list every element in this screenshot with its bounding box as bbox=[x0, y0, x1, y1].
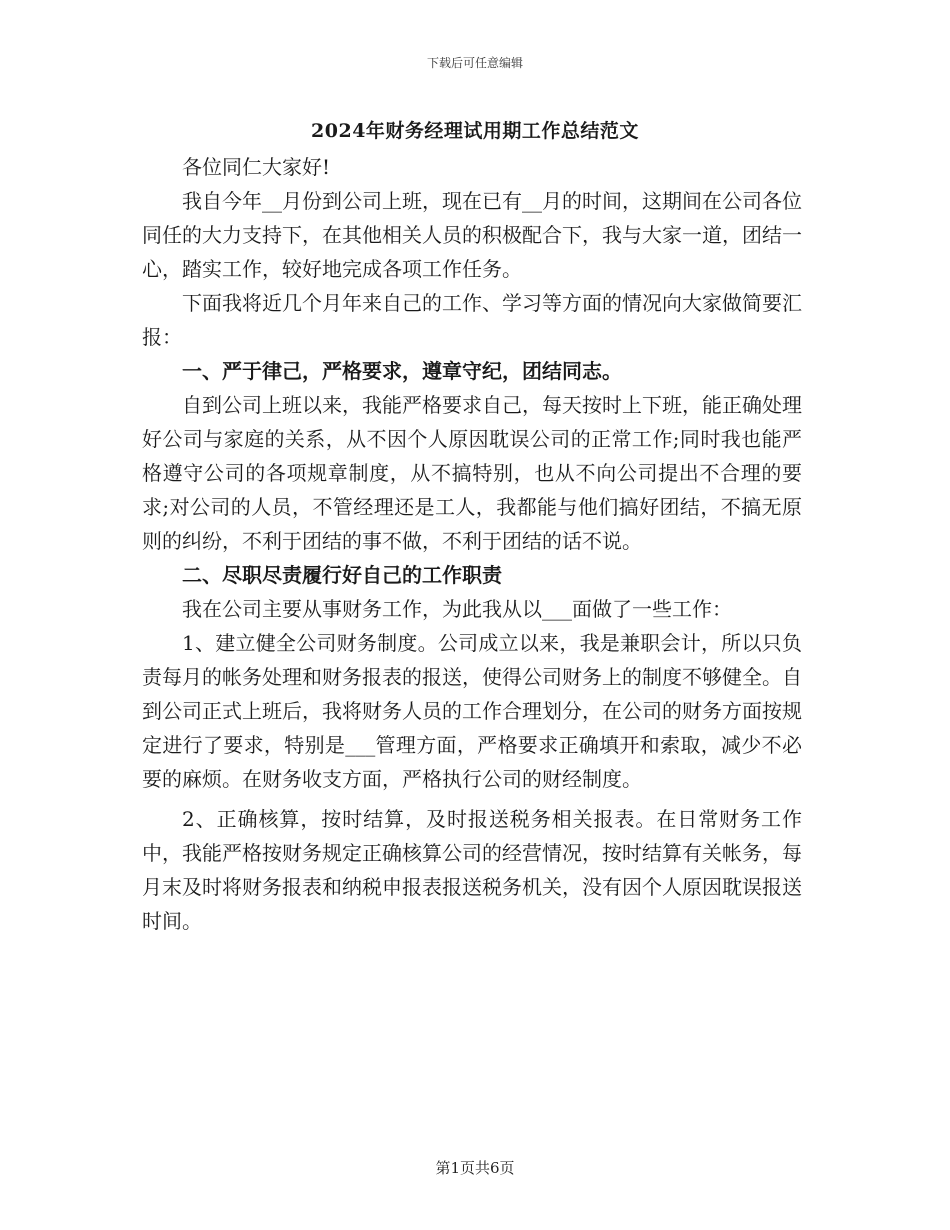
header-note: 下载后可任意编辑 bbox=[426, 56, 523, 70]
item-1-paragraph: 1、建立健全公司财务制度。公司成立以来，我是兼职会计，所以只负责每月的帐务处理和财务报表的报送，使得公司财务上的制度不够健全。自到公司正式上班后，我将财务人员的工作合理划分，在公司的财务方面按规定进行了要求，特别是___管理方面，严格要求正确填开和索取，减少不必要的麻烦。在财务收支方面，严格执行公司的财经制度。 bbox=[142, 631, 802, 791]
section-heading-1: 一、严于律己，严格要求，遵章守纪，团结同志。 bbox=[182, 359, 622, 383]
section-2-intro-paragraph: 我在公司主要从事财务工作，为此我从以___面做了一些工作： bbox=[182, 597, 732, 621]
report-lead-paragraph: 下面我将近几个月年来自己的工作、学习等方面的情况向大家做简要汇报： bbox=[142, 291, 802, 349]
intro-paragraph: 我自今年__月份到公司上班，现在已有__月的时间，这期间在公司各位同任的大力支持下，在其他相关人员的积极配合下，我与大家一道，团结一心，踏实工作，较好地完成各项工作任务。 bbox=[142, 189, 802, 281]
greeting-paragraph: 各位同仁大家好! bbox=[182, 155, 331, 179]
document-body bbox=[142, 150, 802, 938]
section-1-paragraph: 自到公司上班以来，我能严格要求自己，每天按时上下班，能正确处理好公司与家庭的关系，从不因个人原因耽误公司的正常工作;同时我也能严格遵守公司的各项规章制度，从不搞特别，也从不向公司提出不合理的要求;对公司的人员，不管经理还是工人，我都能与他们搞好团结，不搞无原则的纠纷，不利于团结的事不做，不利于团结的话不说。 bbox=[142, 393, 802, 553]
item-2-paragraph: 2、正确核算，按时结算，及时报送税务相关报表。在日常财务工作中，我能严格按财务规定正确核算公司的经营情况，按时结算有关帐务，每月末及时将财务报表和纳税申报表报送税务机关，没有因个人原因耽误报送时间。 bbox=[142, 807, 802, 933]
section-heading-2: 二、尽职尽责履行好自己的工作职责 bbox=[182, 563, 502, 587]
document-title: 2024年财务经理试用期工作总结范文 bbox=[311, 120, 639, 142]
page-number-footer: 第1页共6页 bbox=[435, 1159, 515, 1177]
